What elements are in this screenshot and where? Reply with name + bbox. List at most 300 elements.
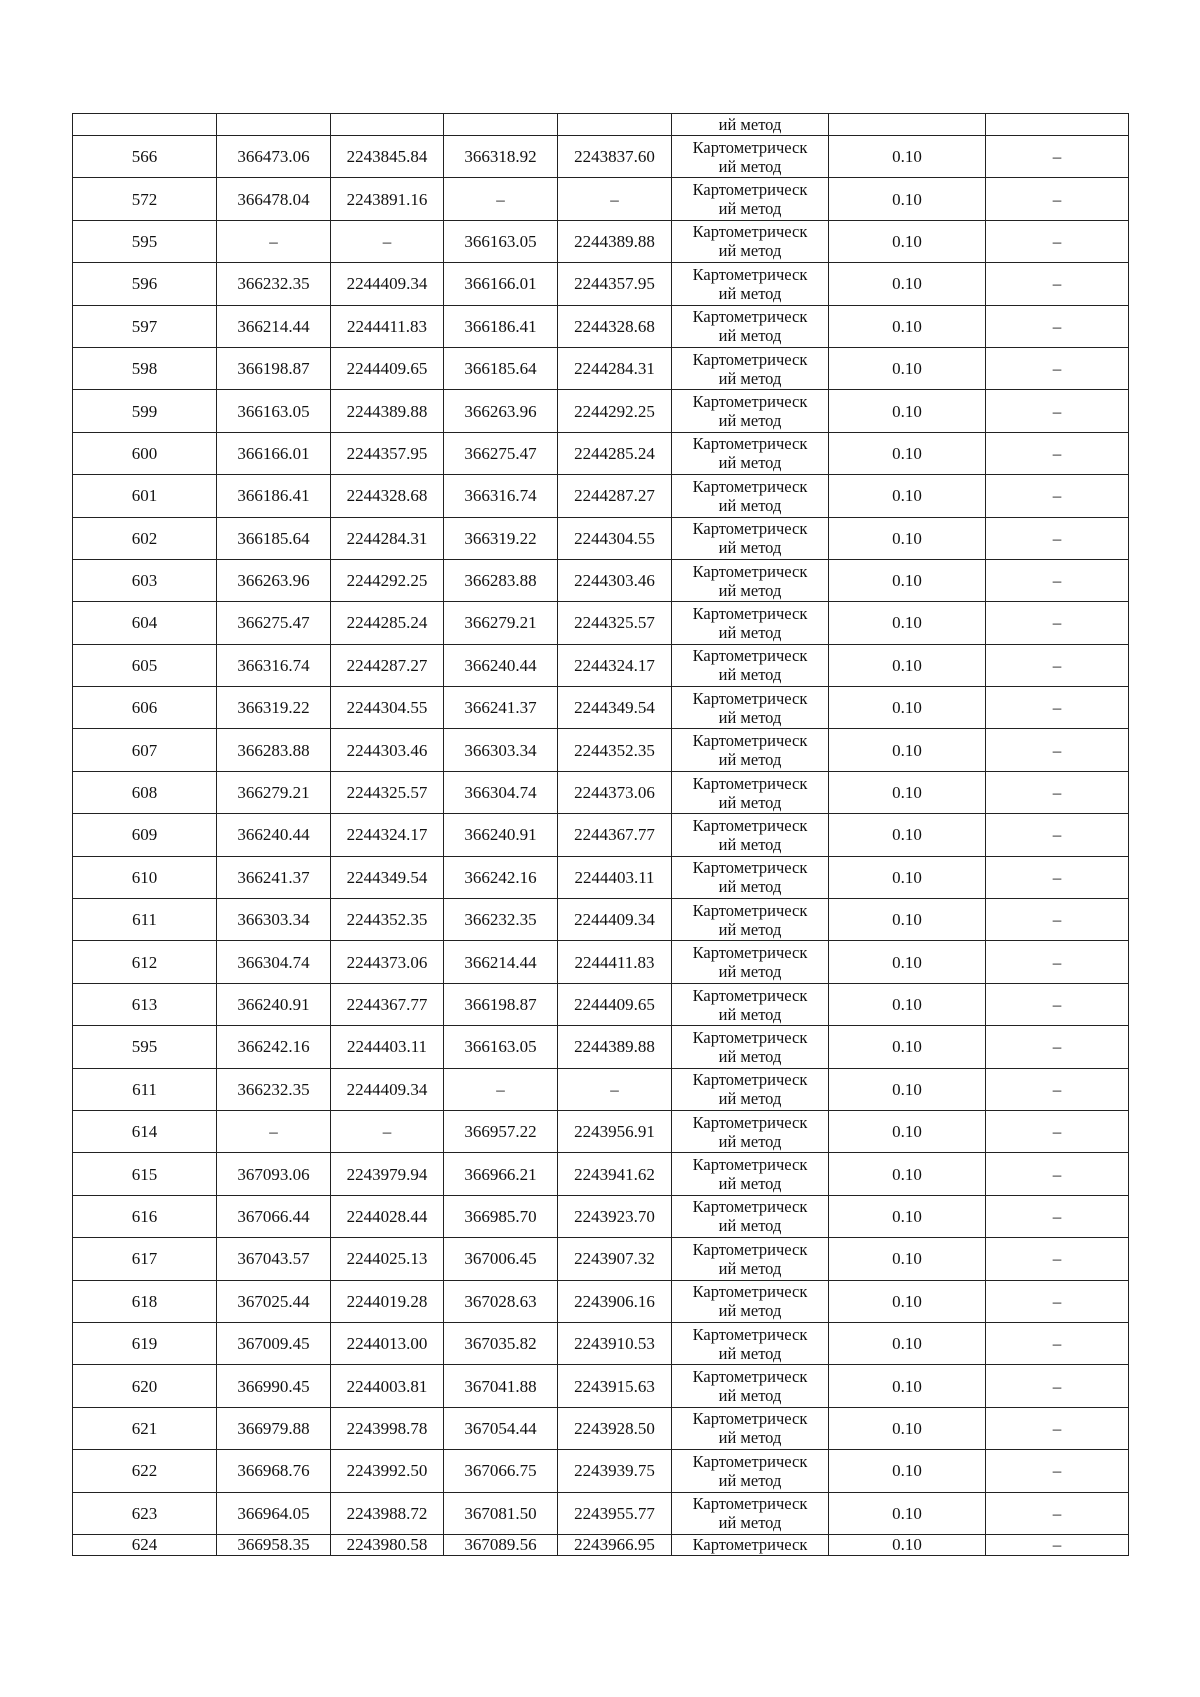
cell-y1: 2244409.34: [331, 263, 444, 305]
cell-x1: 366214.44: [217, 305, 331, 347]
method-text: ий метод: [718, 1258, 782, 1278]
cell-y1: 2244285.24: [331, 602, 444, 644]
method-text: Картометрическ: [692, 858, 808, 878]
cell-method: [672, 559, 829, 601]
cell-accuracy: 0.10: [829, 771, 986, 813]
table-row: [73, 602, 1129, 644]
table-row: [73, 390, 1129, 432]
cell-x1: 366303.34: [217, 899, 331, 941]
cell-y2: 2243955.77: [558, 1492, 672, 1534]
cell-accuracy: 0.10: [829, 136, 986, 178]
cell-x2: 366985.70: [444, 1195, 558, 1237]
cell-x2: 366241.37: [444, 687, 558, 729]
cell-x2: 366275.47: [444, 432, 558, 474]
cell-x2: 366319.22: [444, 517, 558, 559]
cell-note: –: [986, 856, 1129, 898]
cell-x2: 366304.74: [444, 771, 558, 813]
method-text: Картометрическ: [692, 773, 808, 793]
table-row: [73, 475, 1129, 517]
cell-y1: 2244328.68: [331, 475, 444, 517]
cell-x1: 366279.21: [217, 771, 331, 813]
cell-x2: 366240.91: [444, 814, 558, 856]
cell-y1: 2244389.88: [331, 390, 444, 432]
table-row: [73, 1450, 1129, 1492]
cell-accuracy: 0.10: [829, 432, 986, 474]
cell-x1: 366968.76: [217, 1450, 331, 1492]
cell-accuracy: 0.10: [829, 814, 986, 856]
cell-note: –: [986, 1195, 1129, 1237]
method-text: ий метод: [718, 707, 782, 727]
cell-method: [672, 136, 829, 178]
cell-method: [672, 178, 829, 220]
cell-method: [672, 687, 829, 729]
table-row: [73, 263, 1129, 305]
cell-y2: –: [558, 1068, 672, 1110]
cell-accuracy: 0.10: [829, 1238, 986, 1280]
cell-point: 597: [73, 305, 217, 347]
cell-x2: 366198.87: [444, 983, 558, 1025]
cell-x2: 366232.35: [444, 899, 558, 941]
cell-y2: 2243923.70: [558, 1195, 672, 1237]
cell-method: [672, 347, 829, 389]
cell-x2: 367035.82: [444, 1322, 558, 1364]
method-text: ий метод: [718, 453, 782, 473]
cell-accuracy: 0.10: [829, 1110, 986, 1152]
cell-note: –: [986, 136, 1129, 178]
cell-note: –: [986, 263, 1129, 305]
cell-point: 572: [73, 178, 217, 220]
method-text: ий метод: [718, 1046, 782, 1066]
cell-point: 598: [73, 347, 217, 389]
cell-accuracy: 0.10: [829, 941, 986, 983]
cell-x2: –: [444, 178, 558, 220]
cell-y2: 2244287.27: [558, 475, 672, 517]
table-row: [73, 136, 1129, 178]
cell-y1: 2244349.54: [331, 856, 444, 898]
table-row: [73, 1407, 1129, 1449]
cell-method: [672, 263, 829, 305]
cell-y2: 2244328.68: [558, 305, 672, 347]
cell-x2: 366163.05: [444, 1026, 558, 1068]
cell-point: 624: [73, 1534, 217, 1555]
method-text: Картометрическ: [692, 1324, 808, 1344]
cell-accuracy: 0.10: [829, 517, 986, 559]
method-text: Картометрическ: [692, 392, 808, 412]
method-text: Картометрическ: [692, 1494, 808, 1514]
cell-y1: 2244025.13: [331, 1238, 444, 1280]
method-text: Картометрическ: [692, 264, 808, 284]
cell-y2: 2243941.62: [558, 1153, 672, 1195]
cell-accuracy: 0.10: [829, 644, 986, 686]
cell-x2: 366242.16: [444, 856, 558, 898]
table-row: [73, 771, 1129, 813]
cell-point: 619: [73, 1322, 217, 1364]
cell-accuracy: 0.10: [829, 1322, 986, 1364]
method-text: ий метод: [718, 750, 782, 770]
cell-point: 566: [73, 136, 217, 178]
method-text: ий метод: [718, 962, 782, 982]
cell-note: –: [986, 390, 1129, 432]
cell-x1: 366186.41: [217, 475, 331, 517]
method-text: Картометрическ: [692, 646, 808, 666]
table-row: [73, 1365, 1129, 1407]
table-row: [73, 1068, 1129, 1110]
cell-note: –: [986, 1026, 1129, 1068]
cell-accuracy: 0.10: [829, 1153, 986, 1195]
cell-note: –: [986, 347, 1129, 389]
cell-method: [672, 390, 829, 432]
table-row: [73, 220, 1129, 262]
table-row: [73, 687, 1129, 729]
cell-x1: 366185.64: [217, 517, 331, 559]
cell-note: –: [986, 559, 1129, 601]
cell-y1: [331, 114, 444, 136]
cell-y1: –: [331, 1110, 444, 1152]
method-text: ий метод: [718, 919, 782, 939]
table-row: [73, 305, 1129, 347]
method-text: ий метод: [718, 665, 782, 685]
cell-point: 609: [73, 814, 217, 856]
cell-point: 622: [73, 1450, 217, 1492]
cell-y1: 2243992.50: [331, 1450, 444, 1492]
cell-y2: 2244357.95: [558, 263, 672, 305]
cell-note: –: [986, 941, 1129, 983]
cell-x2: 366214.44: [444, 941, 558, 983]
cell-method: [672, 1407, 829, 1449]
cell-x2: 366318.92: [444, 136, 558, 178]
cell-x2: 366263.96: [444, 390, 558, 432]
cell-accuracy: 0.10: [829, 899, 986, 941]
cell-point: 601: [73, 475, 217, 517]
cell-method: [672, 475, 829, 517]
cell-point: 618: [73, 1280, 217, 1322]
cell-accuracy: 0.10: [829, 602, 986, 644]
table-row: [73, 814, 1129, 856]
method-text: Картометрическ: [692, 1155, 808, 1175]
cell-method: [672, 983, 829, 1025]
method-text: Картометрическ: [692, 1282, 808, 1302]
cell-y1: 2244003.81: [331, 1365, 444, 1407]
method-text: ий метод: [718, 1216, 782, 1236]
cell-x2: 366185.64: [444, 347, 558, 389]
cell-note: –: [986, 220, 1129, 262]
cell-x2: 367054.44: [444, 1407, 558, 1449]
method-text: Картометрическ: [692, 434, 808, 454]
cell-x2: 366163.05: [444, 220, 558, 262]
cell-note: –: [986, 814, 1129, 856]
cell-method: [672, 1450, 829, 1492]
method-text: Картометрическ: [692, 815, 808, 835]
cell-y1: 2244284.31: [331, 517, 444, 559]
table-row: [73, 941, 1129, 983]
method-text: ий метод: [718, 834, 782, 854]
method-text: ий метод: [718, 580, 782, 600]
cell-note: –: [986, 517, 1129, 559]
cell-y2: 2244292.25: [558, 390, 672, 432]
cell-note: –: [986, 305, 1129, 347]
table-row: [73, 559, 1129, 601]
table-row: [73, 1534, 1129, 1555]
method-text: Картометрическ: [692, 222, 808, 242]
cell-accuracy: 0.10: [829, 729, 986, 771]
method-text: ий метод: [718, 199, 782, 219]
table-row: [73, 983, 1129, 1025]
cell-y2: 2243837.60: [558, 136, 672, 178]
cell-x2: 366303.34: [444, 729, 558, 771]
cell-point: 603: [73, 559, 217, 601]
cell-accuracy: 0.10: [829, 1280, 986, 1322]
cell-y1: 2243980.58: [331, 1534, 444, 1555]
cell-x2: 366283.88: [444, 559, 558, 601]
cell-note: [986, 114, 1129, 136]
table-row: [73, 856, 1129, 898]
cell-x1: 367009.45: [217, 1322, 331, 1364]
cell-method: [672, 517, 829, 559]
method-text: Картометрическ: [692, 1451, 808, 1471]
cell-y1: –: [331, 220, 444, 262]
cell-point: 606: [73, 687, 217, 729]
cell-x2: 367041.88: [444, 1365, 558, 1407]
cell-point: 614: [73, 1110, 217, 1152]
cell-point: 613: [73, 983, 217, 1025]
table-row: [73, 178, 1129, 220]
cell-x1: 366166.01: [217, 432, 331, 474]
cell-method: [672, 1322, 829, 1364]
method-text: Картометрическ: [692, 180, 808, 200]
cell-point: 615: [73, 1153, 217, 1195]
method-text: ий метод: [718, 1343, 782, 1363]
method-text: Картометрическ: [692, 1112, 808, 1132]
cell-point: 607: [73, 729, 217, 771]
table-row: [73, 1322, 1129, 1364]
method-text: Картометрическ: [692, 900, 808, 920]
cell-y1: 2243979.94: [331, 1153, 444, 1195]
cell-y2: 2244304.55: [558, 517, 672, 559]
cell-y2: 2244389.88: [558, 1026, 672, 1068]
cell-method: [672, 729, 829, 771]
cell-y2: 2244403.11: [558, 856, 672, 898]
cell-point: 611: [73, 1068, 217, 1110]
cell-method: [672, 1026, 829, 1068]
table-row: [73, 1110, 1129, 1152]
cell-point: 604: [73, 602, 217, 644]
cell-x2: 366957.22: [444, 1110, 558, 1152]
cell-method: [672, 1238, 829, 1280]
cell-x1: 366240.44: [217, 814, 331, 856]
cell-accuracy: 0.10: [829, 559, 986, 601]
cell-method: [672, 1110, 829, 1152]
cell-y1: 2244403.11: [331, 1026, 444, 1068]
cell-point: 616: [73, 1195, 217, 1237]
cell-method: [672, 814, 829, 856]
cell-x2: 366240.44: [444, 644, 558, 686]
cell-y2: 2243906.16: [558, 1280, 672, 1322]
method-text: Картометрическ: [692, 985, 808, 1005]
cell-y2: 2243928.50: [558, 1407, 672, 1449]
cell-method: [672, 644, 829, 686]
cell-y2: 2243910.53: [558, 1322, 672, 1364]
method-text: Картометрическ: [692, 1409, 808, 1429]
method-text: ий метод: [718, 156, 782, 176]
cell-x1: 366275.47: [217, 602, 331, 644]
cell-y1: 2244373.06: [331, 941, 444, 983]
cell-x1: 367025.44: [217, 1280, 331, 1322]
method-text: Картометрическ: [692, 519, 808, 539]
cell-accuracy: 0.10: [829, 347, 986, 389]
cell-x1: –: [217, 220, 331, 262]
table-row: [73, 729, 1129, 771]
cell-y1: 2243998.78: [331, 1407, 444, 1449]
method-text: Картометрическ: [692, 476, 808, 496]
cell-accuracy: 0.10: [829, 475, 986, 517]
cell-note: –: [986, 1492, 1129, 1534]
cell-note: –: [986, 602, 1129, 644]
cell-x1: 366242.16: [217, 1026, 331, 1068]
cell-y2: 2243907.32: [558, 1238, 672, 1280]
cell-y1: 2244357.95: [331, 432, 444, 474]
method-text: ий метод: [718, 538, 782, 558]
cell-y2: 2244303.46: [558, 559, 672, 601]
cell-x1: 367066.44: [217, 1195, 331, 1237]
cell-note: –: [986, 1407, 1129, 1449]
method-text: Картометрическ: [692, 688, 808, 708]
cell-note: –: [986, 687, 1129, 729]
cell-y2: 2244285.24: [558, 432, 672, 474]
cell-y2: 2244349.54: [558, 687, 672, 729]
cell-method: [672, 1195, 829, 1237]
cell-note: –: [986, 644, 1129, 686]
cell-x1: 367043.57: [217, 1238, 331, 1280]
cell-x1: 366198.87: [217, 347, 331, 389]
cell-point: 623: [73, 1492, 217, 1534]
cell-method: [672, 856, 829, 898]
cell-accuracy: 0.10: [829, 305, 986, 347]
cell-y2: 2243915.63: [558, 1365, 672, 1407]
cell-x1: 366283.88: [217, 729, 331, 771]
method-text: Картометрическ: [692, 1367, 808, 1387]
table-body: [73, 114, 1129, 1556]
method-text: ий метод: [718, 495, 782, 515]
cell-x1: 367093.06: [217, 1153, 331, 1195]
cell-method: [672, 1153, 829, 1195]
cell-method: [672, 432, 829, 474]
cell-x1: 366478.04: [217, 178, 331, 220]
method-text: ий метод: [718, 792, 782, 812]
method-text: ий метод: [718, 622, 782, 642]
cell-accuracy: 0.10: [829, 1450, 986, 1492]
method-text: ий метод: [718, 283, 782, 303]
cell-note: –: [986, 1322, 1129, 1364]
method-text: Картометрическ: [692, 307, 808, 327]
cell-method: [672, 1280, 829, 1322]
cell-method: [672, 1492, 829, 1534]
method-text: Картометрическ: [692, 1070, 808, 1090]
cell-note: –: [986, 899, 1129, 941]
cell-y2: [558, 114, 672, 136]
cell-note: –: [986, 1365, 1129, 1407]
method-text: Картометрическ: [692, 1197, 808, 1217]
cell-y1: 2244028.44: [331, 1195, 444, 1237]
cell-x1: 366473.06: [217, 136, 331, 178]
cell-accuracy: 0.10: [829, 1534, 986, 1555]
cell-method: [672, 602, 829, 644]
cell-x1: 366241.37: [217, 856, 331, 898]
cell-point: 595: [73, 1026, 217, 1068]
cell-y1: 2243845.84: [331, 136, 444, 178]
cell-point: 620: [73, 1365, 217, 1407]
cell-y1: 2244411.83: [331, 305, 444, 347]
cell-method: [672, 1365, 829, 1407]
method-text: ий метод: [718, 1301, 782, 1321]
cell-note: –: [986, 1534, 1129, 1555]
cell-y2: 2244373.06: [558, 771, 672, 813]
cell-x2: 367081.50: [444, 1492, 558, 1534]
cell-note: –: [986, 1238, 1129, 1280]
cell-point: 612: [73, 941, 217, 983]
cell-x1: 366990.45: [217, 1365, 331, 1407]
cell-y1: 2244367.77: [331, 983, 444, 1025]
cell-point: 596: [73, 263, 217, 305]
cell-note: –: [986, 771, 1129, 813]
table-row: [73, 432, 1129, 474]
cell-x2: [444, 114, 558, 136]
method-text: ий метод: [718, 368, 782, 388]
cell-accuracy: 0.10: [829, 1365, 986, 1407]
cell-point: 617: [73, 1238, 217, 1280]
cell-point: 605: [73, 644, 217, 686]
table-row: [73, 899, 1129, 941]
method-text: ий метод: [718, 411, 782, 431]
cell-y2: 2244324.17: [558, 644, 672, 686]
table-row: [73, 1026, 1129, 1068]
method-text: ий метод: [718, 1386, 782, 1406]
cell-point: 602: [73, 517, 217, 559]
cell-method: [672, 899, 829, 941]
method-text: ий метод: [718, 1174, 782, 1194]
cell-accuracy: 0.10: [829, 1026, 986, 1068]
cell-x1: 366232.35: [217, 263, 331, 305]
cell-point: 608: [73, 771, 217, 813]
cell-y2: 2244352.35: [558, 729, 672, 771]
cell-y2: 2244409.34: [558, 899, 672, 941]
cell-y2: 2244284.31: [558, 347, 672, 389]
cell-accuracy: 0.10: [829, 263, 986, 305]
cell-y2: 2244389.88: [558, 220, 672, 262]
cell-note: –: [986, 1110, 1129, 1152]
cell-point: 595: [73, 220, 217, 262]
cell-y1: 2244304.55: [331, 687, 444, 729]
method-text: ий метод: [718, 326, 782, 346]
method-text: Картометрическ: [692, 943, 808, 963]
table-row: [73, 1238, 1129, 1280]
cell-y1: 2244324.17: [331, 814, 444, 856]
cell-x1: 366319.22: [217, 687, 331, 729]
cell-point: [73, 114, 217, 136]
cell-y1: 2243891.16: [331, 178, 444, 220]
coordinates-table: [72, 113, 1129, 1556]
cell-method: [672, 305, 829, 347]
cell-note: –: [986, 1068, 1129, 1110]
method-text: ий метод: [718, 241, 782, 261]
cell-x2: 367006.45: [444, 1238, 558, 1280]
cell-y2: 2243966.95: [558, 1534, 672, 1555]
method-text: ий метод: [718, 1513, 782, 1533]
cell-accuracy: 0.10: [829, 220, 986, 262]
cell-y2: 2244367.77: [558, 814, 672, 856]
cell-y2: 2243939.75: [558, 1450, 672, 1492]
cell-x2: 366966.21: [444, 1153, 558, 1195]
cell-point: 611: [73, 899, 217, 941]
